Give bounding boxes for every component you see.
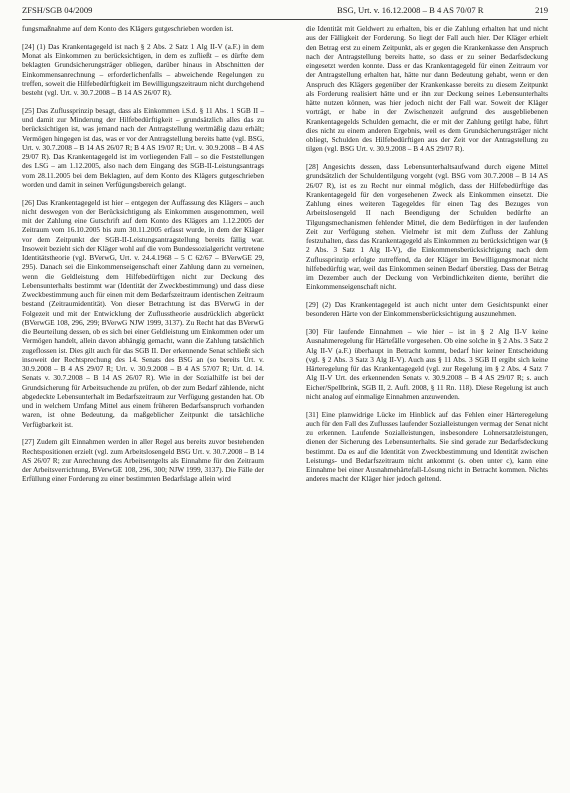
paragraph: [29] (2) Das Krankentagegeld ist auch nicht unter dem Gesichtspunkt einer besonderen Härte von der Einkommensberücksichtigung auszunehmen. <box>306 300 548 319</box>
paragraph: [27] Zudem gilt Einnahmen werden in aller Regel aus bereits zuvor bestehenden Rechtspositionen erzielt (vgl. zum Arbeitslosengeld BSG Urt. v. 30.7.2008 – B 14 AS 26/07 R; zur Anrechnung des Arbeitsentgelts als Einnahme für den Zeitraum der Arbeitsverrichtung, BVerwGE 108, 296, 300; NJW 1999, 3137). Die Fälle der Erfüllung einer Forderung zu einer bestimmten Bedarfslage allein wird <box>22 437 264 484</box>
paragraph: [25] Das Zuflussprinzip besagt, dass als Einkommen i.S.d. § 11 Abs. 1 SGB II – und damit zur Minderung der Hilfebedürftigkeit – grundsätzlich alles das zu berücksichtigen ist, was jemand nach der Antragstellung wertmäßig dazu erhält; Vermögen hingegen ist das, was er vor der Antragstellung bereits hatte (vgl. BSG, Urt. v. 30.7.2008 – B 14 AS 26/07 R; B 4 AS 19/07 R; Urt. v. 30.9.2008 – B 4 AS 29/07 R). Das Krankentagegeld ist im vorliegenden Fall – so die Feststellungen des LSG – am 1.12.2005, also nach dem Eingang des SGB-II-Leistungsantrags vom 28.11.2005 bei dem Beklagten, auf dem Konto des Klägers gutgeschrieben worden und damit in seinen Verfügungsbereich gelangt. <box>22 105 264 189</box>
paragraph: die Identität mit Geldwert zu erhalten, bis er die Zahlung erhalten hat und nicht aus der Fälligkeit der Forderung. So liegt der Fall auch hier. Der Kläger erhielt den Betrag erst zu einem Zeitpunkt, als er gegen die Krankenkasse den Anspruch nach der Antragstellung bereits hatte, so dass er zu seiner Bedarfsdeckung eingesetzt werden konnte. Dass er das Krankentagegeld für einen Zeitraum vor der Antragstellung erhalten hat, hätte nur dann Bedeutung gehabt, wenn er den Anspruch des Klägers gegenüber der Krankenkasse bereits zu diesem Zeitpunkt als Forderung realisiert hätte und er ihn zur Deckung seines Lebensunterhalts hätte nutzen können, was hier jedoch nicht der Fall war. Soweit der Kläger vorträgt, er habe in der Zwischenzeit aufgrund des ausgebliebenen Krankentagegelds Schulden gemacht, die er mit der Zahlung getilgt habe, führt dies nicht zu einem anderen Ergebnis, weil es dem Grundsicherungsträger nicht obliegt, Schulden des Hilfebedürftigen aus der Zeit vor der Antragstellung zu tilgen (vgl. BSG Urt. v. 30.9.2008 – B 4 AS 29/07 R). <box>306 24 548 154</box>
paragraph: [24] (1) Das Krankentagegeld ist nach § 2 Abs. 2 Satz 1 Alg II-V (a.F.) in dem Monat als Einkommen zu berücksichtigen, in dem es zufließt – es dürfte dem beklagten Grundsicherungsträger obliegen, darüber hinaus in Abschnitten der Einkommensanrechnung – erforderlichenfalls – abweichende Regelungen zu treffen, soweit die Hilfebedürftigkeit im Bewilligungszeitraum nicht durchgehend besteht (vgl. Urt. v. 30.7.2008 – B 14 AS 26/07 R). <box>22 41 264 97</box>
journal-label: ZFSH/SGB 04/2009 <box>22 5 93 15</box>
left-column <box>22 24 264 492</box>
paragraph: [28] Angesichts dessen, dass Lebensunterhaltsaufwand durch eigene Mittel grundsätzlich der Schuldentilgung vorgeht (vgl. BSG vom 30.7.2008 – B 14 AS 26/07 R), ist es zu Recht nur einmal möglich, dass der Hilfebedürftige das Krankentagegeld für den vorgesehenen Zweck als Einkommen einsetzt. Die Zahlung eines weiteren Tagegeldes für einen Tag des Bezuges von Arbeitslosengeld II nach Beendigung der Schulden bedürfte an Tilgungsmechanismen fehlender Mittel, die dem Bedürftigen in der laufenden Zeit zur Verfügung stehen. Vielmehr ist mit dem Zufluss der Zahlung festzuhalten, dass das Krankentagegeld als Einkommen zu berücksichtigen war (§ 2 Abs. 3 Satz 1 Alg II-V), die Einkommensberücksichtigung nach dem Zuflussprinzip erfolgte zutreffend, da der Kläger im Bewilligungsmonat nicht hilfebedürftig war, weil das Einkommen seinen Bedarf überstieg. Dass der Betrag im Dezember auch der Deckung von Verbindlichkeiten diente, berührt die Einkommenseigenschaft nicht. <box>306 162 548 292</box>
paragraph: [31] Eine planwidrige Lücke im Hinblick auf das Fehlen einer Härteregelung auch für den Fall des Zuflusses laufender Sozialleistungen vermag der Senat nicht zu erkennen. Laufende Sozialleistungen, insbesondere Lohnersatzleistungen, dienen der Sicherung des Lebensunterhalts. Sie sind gerade zur Bedarfsdeckung bestimmt. Da es auf die Identität von Zweckbestimmung und Identität zwischen Leistungs- und Bedarfszeitraum nicht ankommt (s. oben unter c), kann eine Einnahme bei einer Ausnahmehärtefall-Lösung nicht in Betracht kommen. Nichts anderes macht der Kläger hier jedoch geltend. <box>306 409 548 484</box>
paragraph: [30] Für laufende Einnahmen – wie hier – ist in § 2 Alg II-V keine Ausnahmeregelung für Härtefälle vorgesehen. Ob eine solche in § 2 Abs. 3 Satz 2 Alg II-V (a.F.) überhaupt in Betracht kommt, bedarf hier keiner Entscheidung (vgl. § 2 Abs. 3 Satz 3 Alg II-V). Auch aus § 11 Abs. 3 SGB II ergibt sich keine Härteregelung für das Krankentagegeld (vgl. zur Regelung im § 2 Abs. 4 Satz 7 Alg II-V Urt. des erkennenden Senats v. 30.9.2008 – B 4 AS 29/07 R; s. auch Eicher/Spellbrink, SGB II, 2. Aufl. 2008, § 11 Rn. 118). Diese Regelung ist auch nicht analog auf einmalige Einnahmen anzuwenden. <box>306 327 548 401</box>
page-number: 219 <box>535 5 548 15</box>
paragraph: fungsmaßnahme auf dem Konto des Klägers gutgeschrieben worden ist. <box>22 24 234 33</box>
header-rule <box>22 19 548 20</box>
running-header <box>22 5 548 19</box>
right-column <box>306 24 548 492</box>
case-citation: BSG, Urt. v. 16.12.2008 – B 4 AS 70/07 R <box>337 5 484 15</box>
paragraph: [26] Das Krankentagegeld ist hier – entgegen der Auffassung des Klägers – auch nicht deswegen von der Berücksichtigung als Einkommen ausgenommen, weil mit der Zahlung eine Gutschrift auf dem Konto des Klägers am 1.12.2005 der Zeitraum vom 16.10.2005 bis zum 30.11.2005 erfasst wurde, in dem der Kläger vor dem Zeitpunkt der SGB-II-Leistungsantragstellung bereits fällig war. Insoweit bezieht sich der Kläger wohl auf die vom Bundessozialgericht vertretene Identitätstheorie (vgl. BVerwG, Urt. v. 24.4.1968 – 5 C 62/67 – BVerwGE 29, 295). Danach sei die Einkommenseigenschaft einer Zahlung dann zu verneinen, wenn die Geldleistung dem Hilfebedürftigen nicht zur Deckung des Lebensunterhalts bestimmt war (Identität der Zweckbestimmung) und dass diese Zweckbestimmung auch für einen mit dem Bedarfszeitraum identischen Zeitraum bestand (Zeitraumidentität). Von dieser Betrachtung ist das BVerwG in der Folgezeit und mit der Entwicklung der Zuflusstheorie ausdrücklich abgerückt (BVerwGE 108, 296, 299; BVerwG NJW 1999, 3137). Zu Recht hat das BVerwG die Beurteilung dessen, ob es sich bei einer Geldleistung um Einkommen oder um Vermögen handelt, allein davon abhängig gemacht, wann die Zahlung tatsächlich zugeflossen ist. Dies gilt auch für das SGB II. Der erkennende Senat schließt sich insoweit der Rechtsprechung des 14. Senats des BSG an (so bereits Urt. v. 30.9.2008 – B 4 AS 29/07 R; Urt. v. 30.9.2008 – B 4 AS 57/07 R; Urt. d. 14. Senats v. 30.7.2008 – B 14 AS 26/07 R). Wie in der Sozialhilfe ist bei der Grundsicherung für Arbeitsuchende zu prüfen, ob der zum Bedarf zählende, nicht abgedeckte Lebensunterhalt im Bedarfszeitraum zur Verfügung gestanden hat. Ob und in welchem Umfang Mittel aus einem früheren Bedarfsanspruch vorhanden waren, ist ohne Bedeutung, da maßgeblicher Zeitpunkt die tatsächliche Verfügbarkeit ist. <box>22 197 264 429</box>
